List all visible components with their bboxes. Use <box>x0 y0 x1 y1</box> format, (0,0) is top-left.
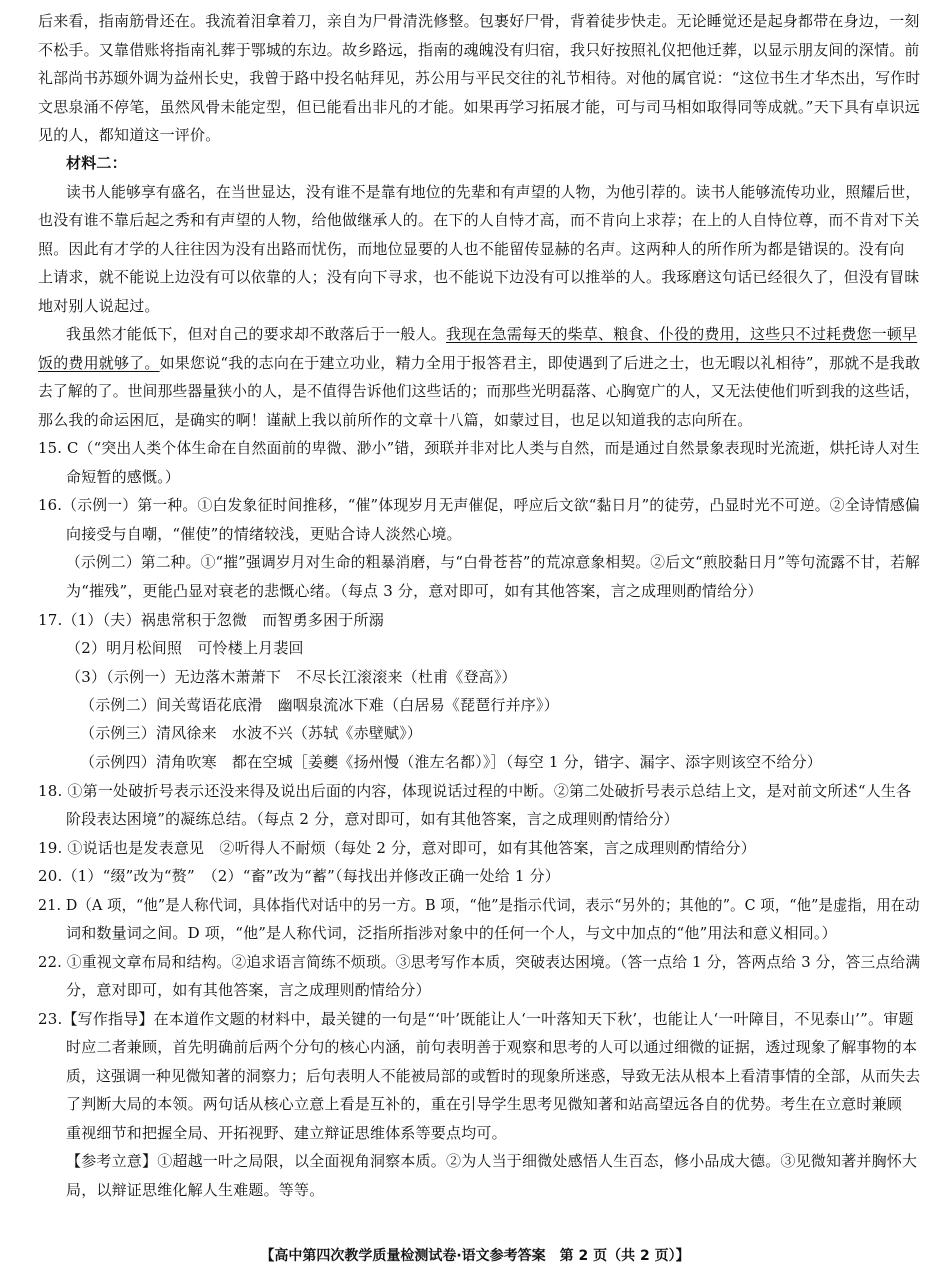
text-line <box>66 1036 917 1057</box>
line-text: 【参考立意】①超越一叶之局限，以全面视角洞察本质。②为人当于细微处感悟人生百态，修小品成大德。③见微知著并胸怀大 <box>66 1152 918 1170</box>
line-text: 去了解的了。世间那些器量狭小的人，是不值得告诉他们这些话的；而那些光明磊落、心胸宽广的人，又无法使他们听到我的这些话， <box>38 382 920 400</box>
page-footer: 【高中第四次教学质量检测试卷·语文参考答案 第 2 页（共 2 页）】 <box>260 1248 690 1264</box>
line-text: （3）（示例一）无边落木萧萧下 不尽长江滚滚来（杜甫《登高》） <box>66 668 517 686</box>
text-line <box>66 466 180 487</box>
line-text: 15. C（“突出人类个体生命在自然面前的卑微、渺小”错，颈联并非对比人类与自然，而是通过自然景象表现时光流逝，烘托诗人对生 <box>38 439 920 457</box>
line-text: 了判断大局的本领。两句话从核心立意上看是互补的，重在引导学生思考见微知著和站高望远各自的优势。考生在立意时兼顾 <box>66 1095 903 1113</box>
line-text: 向接受与自嘲，“催使”的情绪较浅，更贴合诗人淡然心境。 <box>66 525 462 543</box>
line-text: 为“摧残”，更能凸显对衰老的悲慨心绪。（每点 3 分，意对即可，如有其他答案，言之成理则酌情给分） <box>66 582 763 600</box>
line-text: 礼部尚书苏颋外调为益州长史，我曾于路中投名帖拜见，苏公用与平民交往的礼节相待。对他的属官说：“这位书生才华杰出，写作时 <box>38 69 921 87</box>
text-line <box>38 352 920 373</box>
text-line <box>38 894 920 915</box>
text-line <box>66 637 304 658</box>
text-line <box>66 580 763 601</box>
text-line <box>38 266 920 287</box>
line-text: 读书人能够享有盛名，在当世显达，没有谁不是靠有地位的先辈和有声望的人物，为他引荐的。读书人能够流传功业，照耀后世， <box>66 183 921 201</box>
line-text: 词和数量词之间。D 项，“他”是人称代词，泛指所指涉对象中的任何一个人，与文中加点的“他”用法和意义相同。） <box>66 924 837 942</box>
line-text: 地对别人说起过。 <box>38 297 160 315</box>
text-line <box>38 10 920 31</box>
text-line <box>80 722 422 743</box>
text-line <box>66 181 920 202</box>
text-line <box>66 523 462 544</box>
text-line <box>66 666 517 687</box>
text-line <box>66 323 917 344</box>
line-text: 我虽然才能低下，但对自己的要求却不敢落后于一般人。 <box>66 325 447 343</box>
text-line <box>38 865 560 886</box>
text-line <box>38 437 920 458</box>
text-line <box>66 1065 920 1086</box>
line-text: 20.（1）“缀”改为“赘” （2）“畜”改为“蓄”（每找出并修改正确一处给 1 分） <box>38 867 560 885</box>
line-text: （示例二）间关莺语花底滑 幽咽泉流冰下难（白居易《琵琶行并序》） <box>80 696 559 714</box>
line-text: 如果您说“我的志向在于建立功业，精力全用于报答君主，即使遇到了后进之士，也无暇以礼相待”，那就不是我敢 <box>159 354 921 372</box>
line-text: 不松手。又靠借账将指南礼葬于鄂城的东边。故乡路远，指南的魂魄没有归宿，我只好按照礼仪把他迁葬，以显示朋友间的深情。前 <box>38 41 920 59</box>
line-text: 时应二者兼顾，首先明确前后两个分句的核心内涵，前句表明善于观察和思考的人可以通过细微的证据，透过现象了解事物的本 <box>66 1038 918 1056</box>
line-text: 质，这强调一种见微知著的洞察力；后句表明人不能被局部的或暂时的现象所迷惑，导致无法从根本上看清事情的全部，从而失去 <box>66 1067 921 1085</box>
line-text: 重视细节和把握全局、开拓视野、建立辩证思维体系等要点均可。 <box>66 1124 507 1142</box>
text-line <box>38 124 220 145</box>
line-text: 21. D（A 项，“他”是人称代词，具体指代对话中的另一方。B 项，“他”是指示代词，表示“另外的；其他的”。C 项，“他”是虚指，用在动 <box>38 896 920 914</box>
line-text: 命短暂的感慨。） <box>66 468 181 486</box>
text-line <box>80 694 559 715</box>
line-text: 局，以辩证思维化解人生难题。等等。 <box>66 1181 325 1199</box>
text-line <box>66 808 679 829</box>
text-line <box>66 152 127 173</box>
text-line <box>66 922 837 943</box>
line-text: 照。因此有才学的人往往因为没有出路而忧伤，而地位显要的人也不能留传显赫的名声。这两种人的所作所为都是错误的。没有向 <box>38 240 905 258</box>
line-text: 23.【写作指导】在本道作文题的材料中，最关键的一句是“‘叶’既能让人‘一叶落知天下秋’，也能让人‘一叶障目，不见泰山’”。审题 <box>38 1010 914 1028</box>
text-line <box>66 1093 902 1114</box>
text-line <box>38 380 920 401</box>
line-text: 见的人，都知道这一评价。 <box>38 126 221 144</box>
line-text: 材料二： <box>66 154 127 172</box>
line-text: （2）明月松间照 可怜楼上月裴回 <box>66 639 304 657</box>
line-text: 16.（示例一）第一种。①白发象征时间推移，“催”体现岁月无声催促，呼应后文欲“黏日月”的徒劳，凸显时光不可逆。②全诗情感偏 <box>38 496 920 514</box>
text-line <box>38 409 752 430</box>
text-line <box>38 39 920 60</box>
line-text: 也没有谁不靠后起之秀和有声望的人物，给他做继承人的。在下的人自恃才高，而不肯向上求荐；在上的人自恃位尊，而不肯对下关 <box>38 211 920 229</box>
underlined-text: 饭的费用就够了。 <box>38 354 160 372</box>
text-line <box>38 609 384 630</box>
line-text: （示例三）清风徐来 水波不兴（苏轼《赤壁赋》） <box>80 724 423 742</box>
line-text: （示例四）清角吹寒 都在空城［姜夔《扬州慢（淮左名都）》］（每空 1 分，错字、漏字、添字则该空不给分） <box>80 753 822 771</box>
line-text: 18. ①第一处破折号表示还没来得及说出后面的内容，体现说话过程的中断。②第二处破折号表示总结上文，是对前文所述“人生各 <box>38 782 912 800</box>
text-line <box>66 1150 917 1171</box>
text-line <box>38 209 920 230</box>
text-line <box>66 1122 507 1143</box>
underlined-text: 我现在急需每天的柴草、粮食、仆役的费用，这些只不过耗费您一顿早 <box>446 325 918 343</box>
line-text: 19. ①说话也是发表意见 ②听得人不耐烦（每处 2 分，意对即可，如有其他答案，言之成理则酌情给分） <box>38 839 756 857</box>
line-text: 22. ①重视文章布局和结构。②追求语言简练不烦琐。③思考写作本质，突破表达困境。（答一点给 1 分，答两点给 3 分，答三点给满 <box>38 953 921 971</box>
text-line <box>38 494 920 515</box>
line-text: 上请求，就不能说上边没有可以依靠的人；没有向下寻求，也不能说下边没有可以推举的人。我琢磨这句话已经很久了，但没有冒昧 <box>38 268 920 286</box>
text-line <box>38 780 911 801</box>
text-line <box>38 238 904 259</box>
text-line <box>38 295 160 316</box>
text-line <box>66 551 920 572</box>
text-line <box>38 67 920 88</box>
text-line <box>38 1008 914 1029</box>
line-text: 后来看，指南筋骨还在。我流着泪拿着刀，亲自为尸骨清洗修整。包裹好尸骨，背着徒步快走。无论睡觉还是起身都带在身边，一刻 <box>38 12 920 30</box>
text-line <box>80 751 822 772</box>
text-line <box>38 951 920 972</box>
line-text: 17.（1）（夫）祸患常积于忽微 而智勇多困于所溺 <box>38 611 384 629</box>
line-text: 文思泉涌不停笔，虽然风骨未能定型，但已能看出非凡的才能。如果再学习拓展才能，可与司马相如取得同等成就。”天下具有卓识远 <box>38 98 920 116</box>
line-text: （示例二）第二种。①“摧”强调岁月对生命的粗暴消磨，与“白骨苍苔”的荒凉意象相契。②后文“煎胶黏日月”等句流露不甘，若解 <box>66 553 921 571</box>
text-line <box>38 837 756 858</box>
line-text: 分，意对即可，如有其他答案，言之成理则酌情给分） <box>66 981 431 999</box>
text-line <box>38 96 920 117</box>
line-text: 那么我的命运困厄，是确实的啊！谨献上我以前所作的文章十八篇，如蒙过目，也足以知道我的志向所在。 <box>38 411 753 429</box>
line-text: 阶段表达困境”的凝练总结。（每点 2 分，意对即可，如有其他答案，言之成理则酌情给分） <box>66 810 679 828</box>
text-line <box>66 979 431 1000</box>
text-line <box>66 1179 324 1200</box>
